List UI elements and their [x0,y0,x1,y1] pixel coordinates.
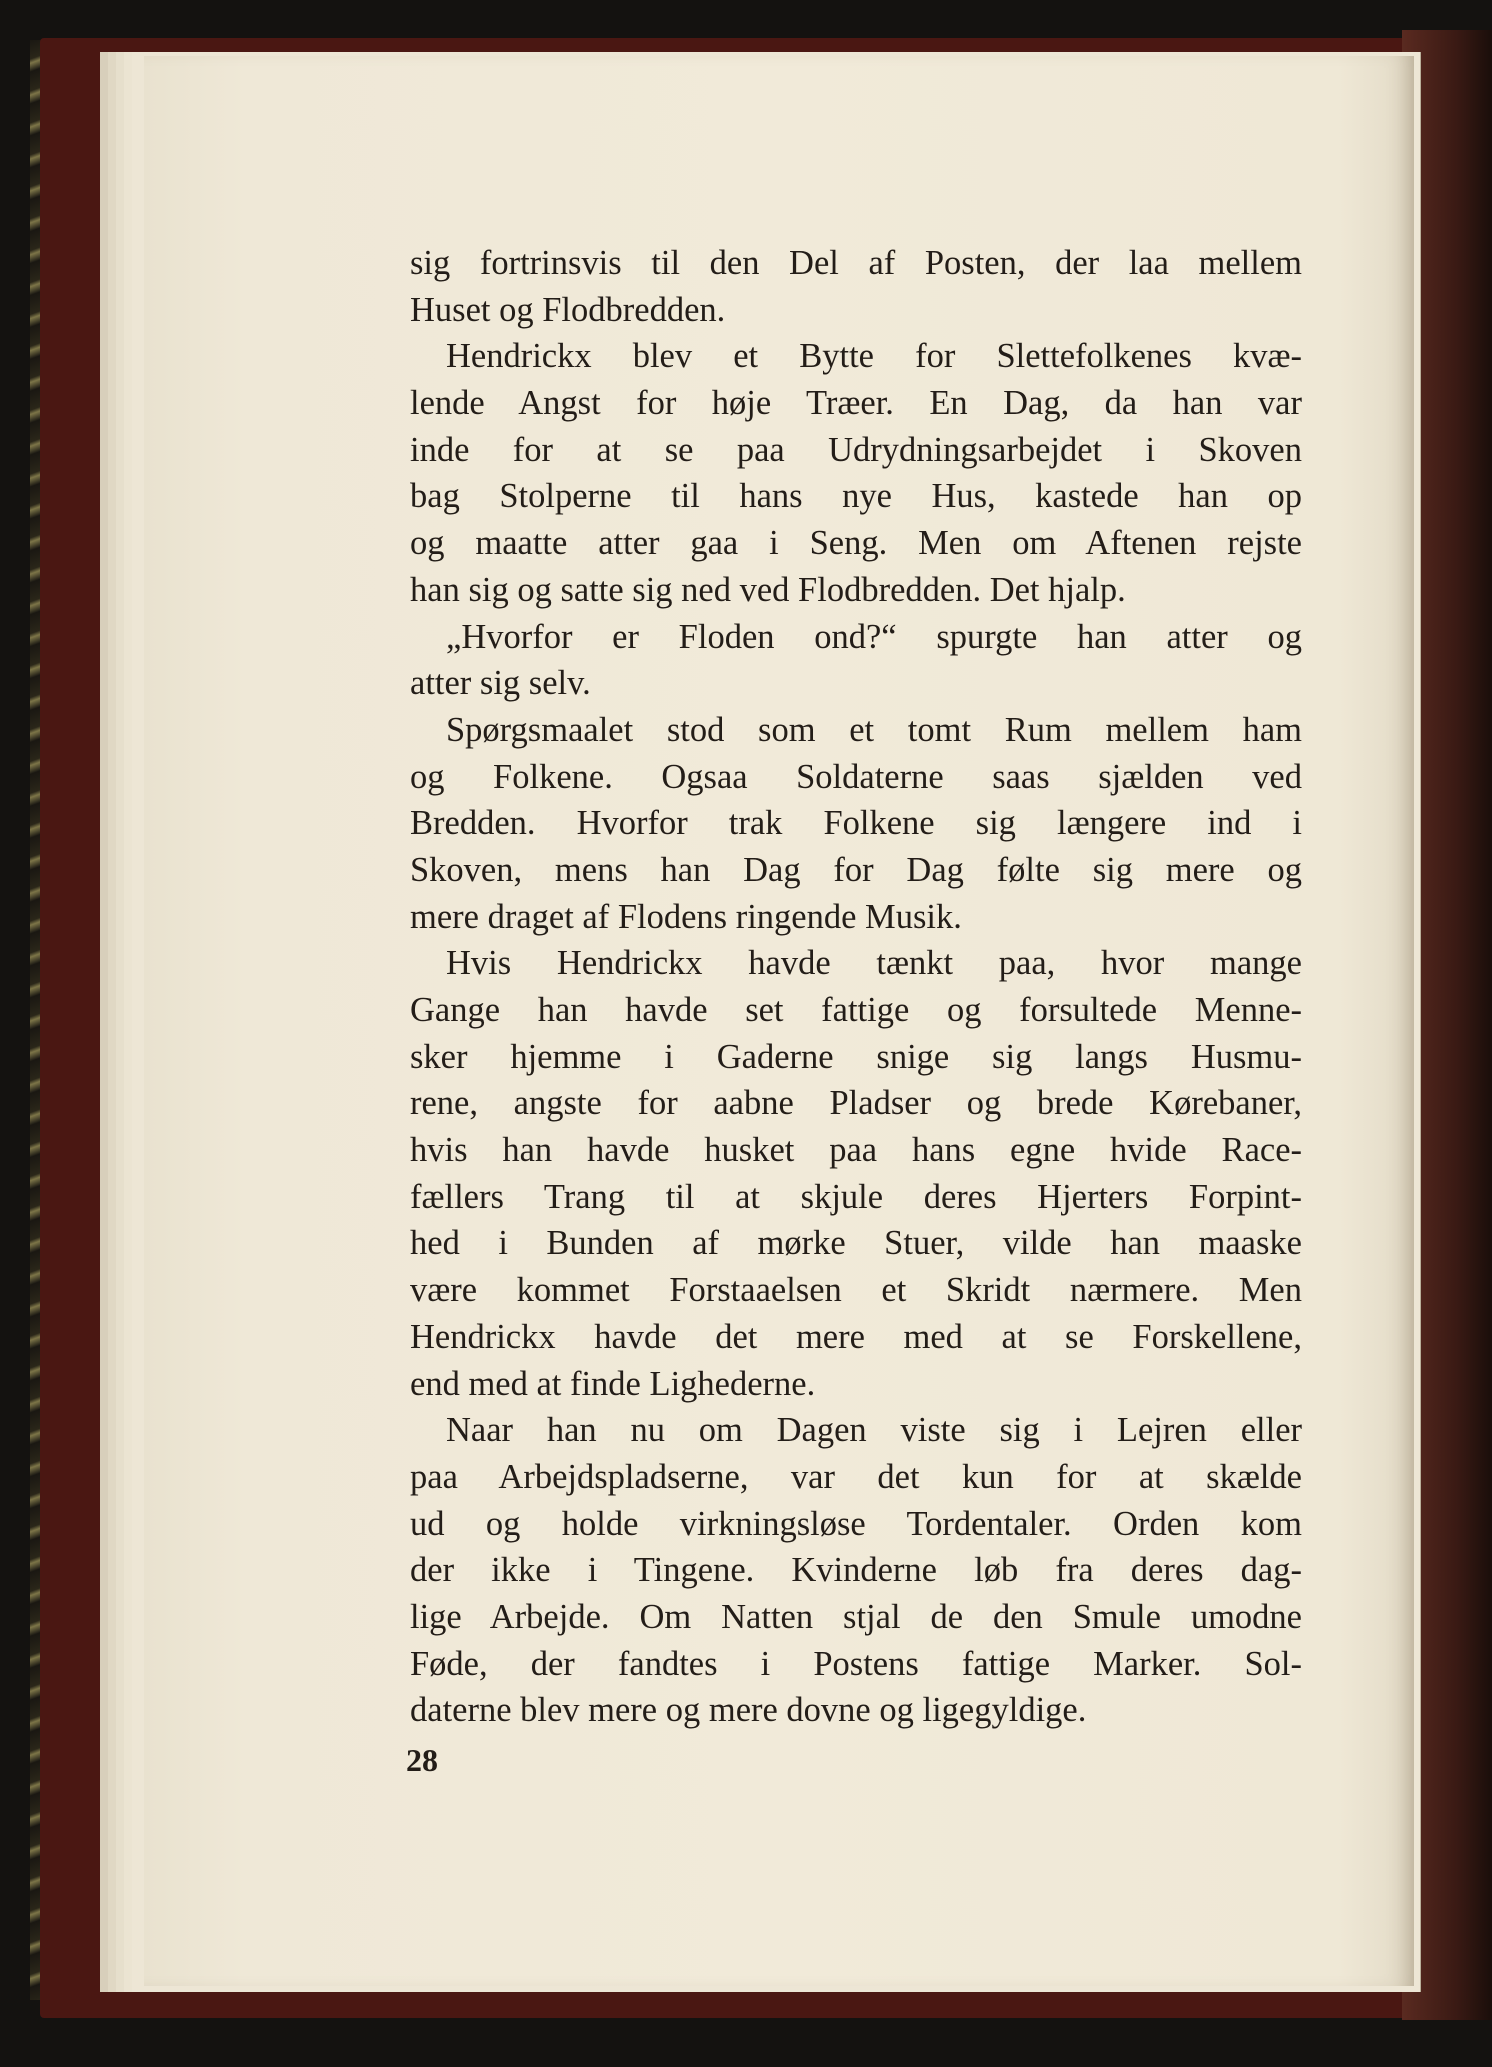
text-line: Gange han havde set fattige og forsultede Menne- [410,991,1302,1029]
text-line: han sig og satte sig ned ved Flodbredden. Det hjalp. [410,570,1126,609]
paragraph [410,1407,1302,1734]
text-line: hvis han havde husket paa hans egne hvide Race- [410,1131,1302,1170]
text-line: Bredden. Hvorfor trak Folkene sig længere ind i [410,804,1302,843]
text-line: mere draget af Flodens ringende Musik. [410,897,962,936]
paragraph [410,940,1302,1407]
text-line: Hendrickx blev et Bytte for Slettefolkenes kvæ- [446,337,1302,376]
text-line: rene, angste for aabne Pladser og brede Kørebaner, [410,1084,1302,1123]
text-line: paa Arbejdspladserne, var det kun for at skælde [410,1457,1302,1496]
paragraph [410,240,1302,333]
text-line: lende Angst for høje Træer. En Dag, da han var [410,384,1302,423]
paragraph [410,614,1302,707]
text-line: sig fortrinsvis til den Del af Posten, der laa mellem [410,244,1302,282]
text-line: sker hjemme i Gaderne snige sig langs Husmu- [410,1037,1302,1076]
text-line: bag Stolperne til hans nye Hus, kastede han op [410,477,1302,516]
text-line: Spørgsmaalet stod som et tomt Rum mellem ham [446,710,1302,749]
paragraph [410,707,1302,940]
text-line: Huset og Flodbredden. [410,290,726,329]
text-line: være kommet Forstaaelsen et Skridt nærmere. Men [410,1271,1302,1310]
text-line: inde for at se paa Udrydningsarbejdet i Skoven [410,430,1302,469]
text-line: og maatte atter gaa i Seng. Men om Aftenen rejste [410,524,1302,563]
paragraph [410,333,1302,613]
page-number: 28 [406,1742,438,1778]
text-line: der ikke i Tingene. Kvinderne løb fra deres dag- [410,1551,1302,1590]
text-line: Hvis Hendrickx havde tænkt paa, hvor mange [446,944,1302,983]
text-line: ud og holde virkningsløse Tordentaler. Orden kom [410,1504,1302,1543]
text-line: atter sig selv. [410,664,591,703]
text-line: og Folkene. Ogsaa Soldaterne saas sjælden ved [410,757,1302,796]
text-line: fællers Trang til at skjule deres Hjerters Forpint- [410,1177,1302,1216]
text-line: „Hvorfor er Floden ond?“ spurgte han atter og [446,617,1302,656]
text-line: lige Arbejde. Om Natten stjal de den Smule umodne [410,1597,1302,1636]
text-line: Skoven, mens han Dag for Dag følte sig mere og [410,850,1302,889]
text-line: end med at finde Lighederne. [410,1364,816,1403]
text-line: Naar han nu om Dagen viste sig i Lejren eller [446,1411,1302,1450]
text-line: daterne blev mere og mere dovne og ligegyldige. [410,1691,1087,1730]
text-line: Hendrickx havde det mere med at se Forskellene, [410,1317,1302,1356]
body-text [410,240,1302,1734]
text-line: hed i Bunden af mørke Stuer, vilde han maaske [410,1224,1302,1263]
text-line: Føde, der fandtes i Postens fattige Marker. Sol- [410,1644,1302,1683]
